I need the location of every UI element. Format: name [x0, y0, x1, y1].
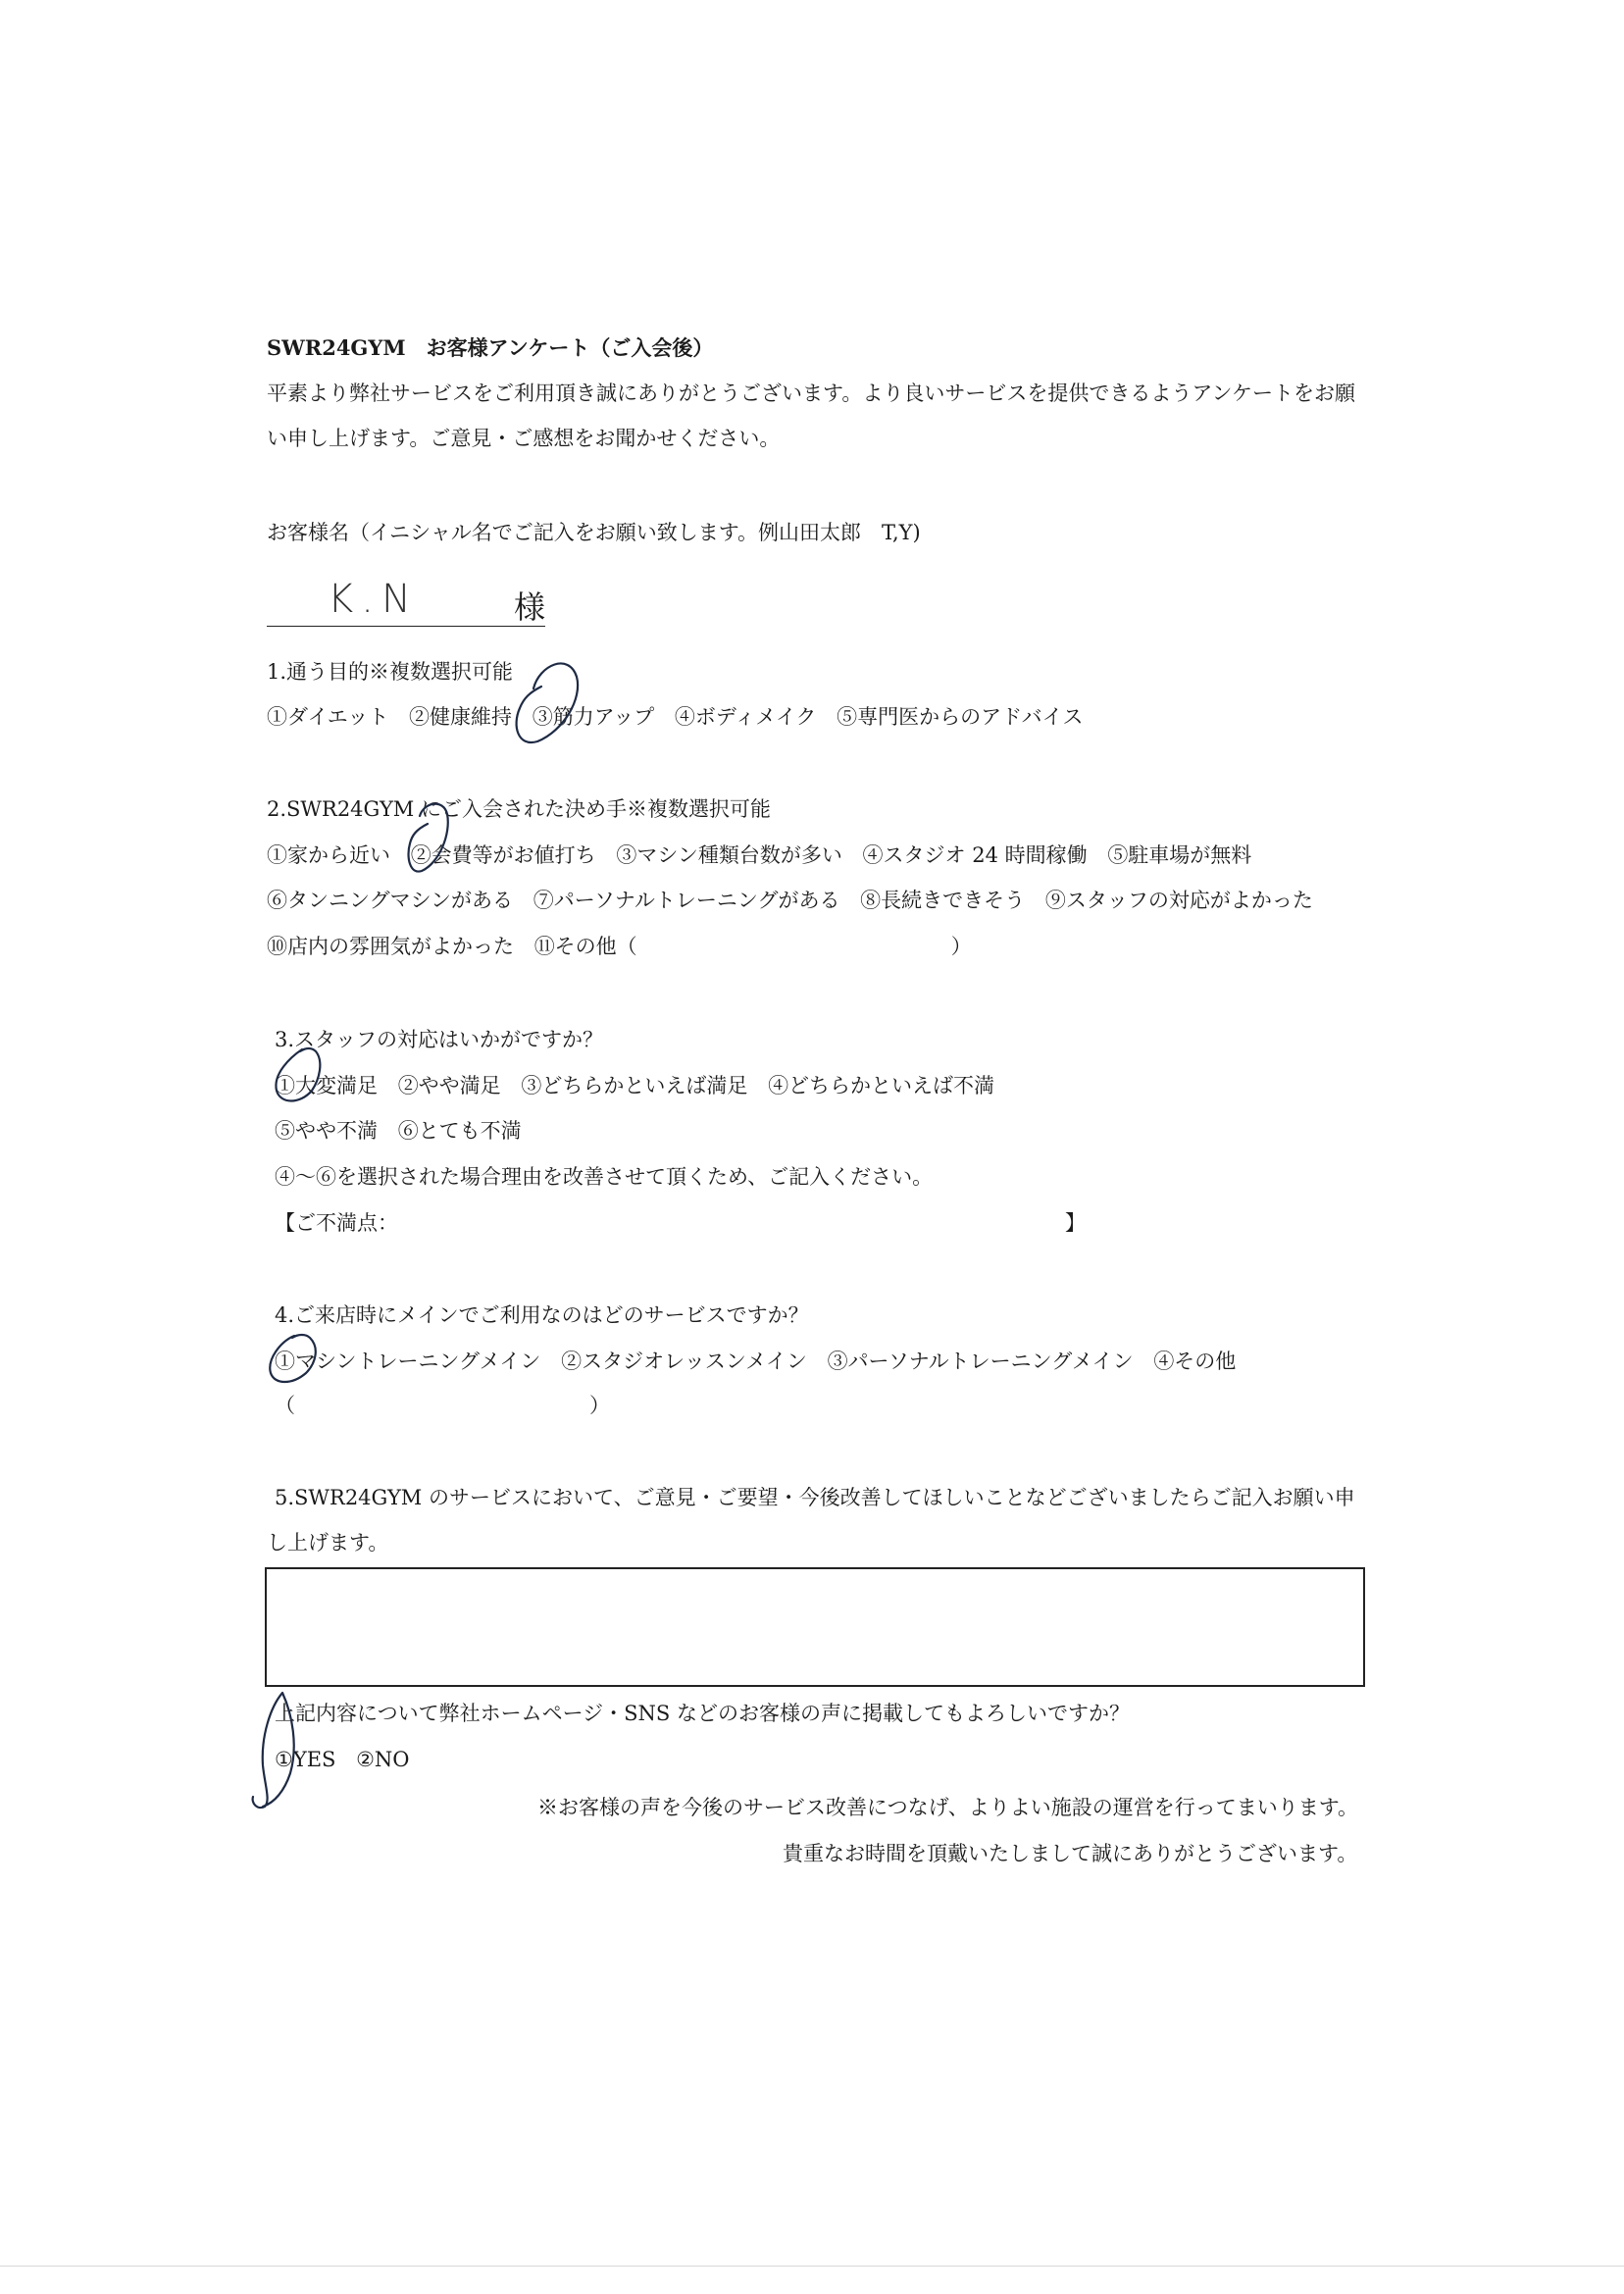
q4-option-4[interactable]: ④その他: [1153, 1350, 1237, 1373]
q4-option-1[interactable]: ①マシントレーニングメイン: [275, 1350, 541, 1373]
q3-options-row2: [275, 1116, 535, 1146]
survey-title: SWR24GYM お客様アンケート（ご入会後）: [267, 335, 714, 360]
publish-option-no[interactable]: ②NO: [356, 1748, 410, 1771]
q2-option-3[interactable]: ③マシン種類台数が多い: [616, 843, 842, 867]
publish-option-yes[interactable]: ①YES: [275, 1748, 336, 1771]
publish-options: [275, 1745, 424, 1774]
q3-complaint-row: [275, 1208, 1086, 1238]
q2-option-8[interactable]: ⑧長続きできそう: [860, 889, 1026, 912]
q4-other-open: （: [275, 1394, 295, 1417]
q2-option-2[interactable]: ②会費等がお値打ち: [410, 843, 596, 867]
customer-name-label: お客様名（イニシャル名でご記入をお願い致します。例山田太郎 T,Y): [267, 521, 921, 544]
q5-question-line-1: 5.SWR24GYM のサービスにおいて、ご意見・ご要望・今後改善してほしいことなどございましたらご記入お願い申: [275, 1486, 1355, 1509]
q3-option-3[interactable]: ③どちらかといえば満足: [521, 1074, 748, 1097]
q3-option-6[interactable]: ⑥とても不満: [397, 1119, 522, 1143]
q1-option-4[interactable]: ④ボディメイク: [674, 705, 817, 729]
q3-option-2[interactable]: ②やや満足: [397, 1074, 501, 1097]
q2-option-4[interactable]: ④スタジオ 24 時間稼働: [862, 843, 1088, 867]
q1-option-5[interactable]: ⑤専門医からのアドバイス: [837, 705, 1084, 729]
closing-line-1: ※お客様の声を今後のサービス改善につなげ、よりよい施設の運営を行ってまいります。: [537, 1796, 1359, 1819]
q2-options-row2: [267, 886, 1327, 915]
intro-line-2: い申し上げます。ご意見・ご感想をお聞かせください。: [267, 427, 781, 450]
customer-name-field[interactable]: [267, 577, 545, 627]
q3-option-4[interactable]: ④どちらかといえば不満: [768, 1074, 995, 1097]
q1-option-2[interactable]: ②健康維持: [409, 705, 513, 729]
q2-option-11[interactable]: ⑪その他（: [533, 935, 637, 958]
q2-option-1[interactable]: ①家から近い: [267, 843, 390, 867]
publish-question: 上記内容について弊社ホームページ・SNS などのお客様の声に掲載してもよろしいですか？: [275, 1702, 1130, 1725]
q2-option-7[interactable]: ⑦パーソナルトレーニングがある: [533, 889, 840, 912]
handwritten-name: K.N: [328, 577, 419, 622]
q4-options: [275, 1347, 1249, 1376]
q3-note: ④～⑥を選択された場合理由を改善させて頂くため、ご記入ください。: [275, 1165, 934, 1189]
q5-question-line-2: し上げます。: [267, 1531, 389, 1555]
q3-complaint-close: 】: [1065, 1211, 1086, 1235]
q1-question: 1.通う目的※複数選択可能: [267, 660, 514, 684]
q2-question: 2.SWR24GYM にご入会された決め手※複数選択可能: [267, 797, 771, 821]
q4-question: 4.ご来店時にメインでご利用なのはどのサービスですか？: [275, 1303, 809, 1327]
q4-other-row: [275, 1391, 610, 1420]
q2-option-10[interactable]: ⑩店内の雰囲気がよかった: [267, 935, 514, 958]
q3-option-1[interactable]: ①大変満足: [275, 1074, 378, 1097]
q2-options-row3: [267, 932, 972, 961]
q1-option-3[interactable]: ③筋力アップ: [532, 705, 655, 729]
q3-question: 3.スタッフの対応はいかがですか？: [275, 1028, 604, 1051]
honorific: 様: [514, 588, 546, 626]
q4-option-2[interactable]: ②スタジオレッスンメイン: [561, 1350, 807, 1373]
q2-option-6[interactable]: ⑥タンニングマシンがある: [267, 889, 514, 912]
q2-options-row1: [267, 841, 1265, 870]
intro-line-1: 平素より弊社サービスをご利用頂き誠にありがとうございます。より良いサービスを提供できるようアンケートをお願: [267, 382, 1356, 405]
q2-option-9[interactable]: ⑨スタッフの対応がよかった: [1044, 889, 1313, 912]
q2-other-close: ）: [950, 935, 972, 958]
closing-line-2: 貴重なお時間を頂戴いたしまして誠にありがとうございます。: [783, 1842, 1358, 1865]
q3-option-5[interactable]: ⑤やや不満: [275, 1119, 378, 1143]
q2-option-5[interactable]: ⑤駐車場が無料: [1107, 843, 1252, 867]
q3-options-row1: [275, 1071, 1008, 1100]
q1-option-1[interactable]: ①ダイエット: [267, 705, 389, 729]
comment-box[interactable]: [265, 1567, 1365, 1687]
q4-other-close: ）: [589, 1394, 610, 1417]
q1-options: [267, 702, 1096, 732]
q3-complaint-open: 【ご不満点：: [275, 1211, 398, 1235]
q4-option-3[interactable]: ③パーソナルトレーニングメイン: [827, 1350, 1134, 1373]
scan-edge-line: [0, 2266, 1624, 2267]
